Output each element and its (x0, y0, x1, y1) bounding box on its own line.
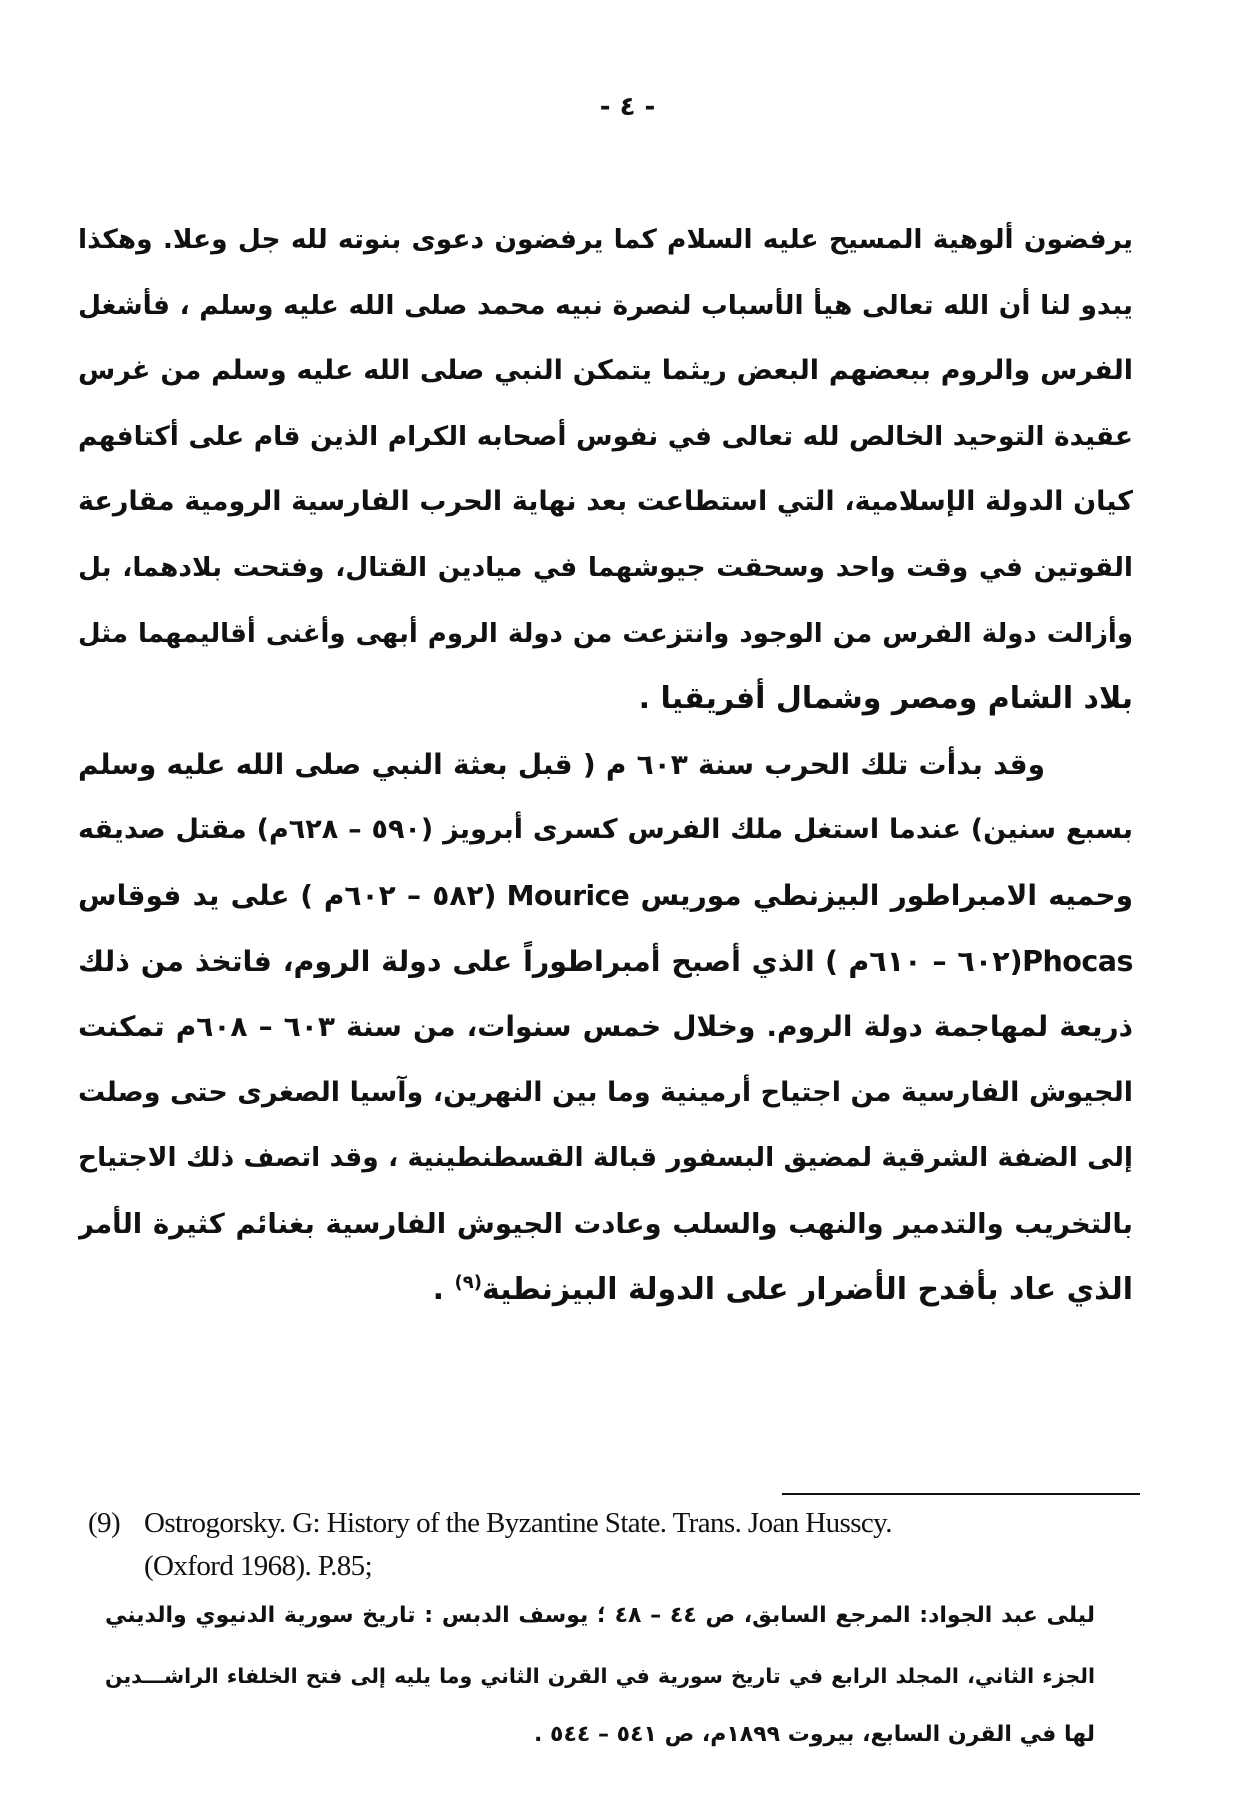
footnote-separator (782, 1493, 1140, 1495)
body-line: يرفضون ألوهية المسيح عليه السلام كما يرفضون دعوى بنوته لله جل وعلا. وهكذا (78, 224, 1133, 255)
footnote-english-line-2: (Oxford 1968). P.85; (144, 1550, 373, 1582)
body-line: كيان الدولة الإسلامية، التي استطاعت بعد نهاية الحرب الفارسية الرومية مقارعة (78, 486, 1133, 518)
body-text (78, 212, 1133, 1327)
body-line: الجيوش الفارسية من اجتياح أرمينية وما بين النهرين، وآسيا الصغرى حتى وصلت (78, 1076, 1133, 1108)
body-line-final (78, 1262, 1133, 1328)
body-line: Phocas(٦٠٢ – ٦١٠م ) الذي أصبح أمبراطوراً على دولة الروم، فاتخذ من ذلك (78, 944, 1133, 978)
body-line: الفرس والروم ببعضهم البعض ريثما يتمكن النبي صلى الله عليه وسلم من غرس (78, 355, 1133, 387)
footnote-citation: Ostrogorsky. G: History of the Byzantine State. Trans. Joan Husscy. (144, 1507, 892, 1539)
footnote-marker[interactable]: (٩) (454, 1271, 482, 1293)
body-line: يبدو لنا أن الله تعالى هيأ الأسباب لنصرة نبيه محمد صلى الله عليه وسلم ، فأشغل (78, 289, 1133, 321)
body-line: عقيدة التوحيد الخالص لله تعالى في نفوس أصحابه الكرام الذين قام على أكتافهم (78, 420, 1133, 452)
page-number: - ٤ - (599, 92, 656, 122)
body-line: بسبع سنين) عندما استغل ملك الفرس كسرى أبرويز (٥٩٠ – ٦٢٨م) مقتل صديقه (78, 814, 1133, 846)
body-line: القوتين في وقت واحد وسحقت جيوشهما في ميادين القتال، وفتحت بلادهما، بل (78, 551, 1133, 583)
body-line: ذريعة لمهاجمة دولة الروم. وخلال خمس سنوات، من سنة ٦٠٣ – ٦٠٨م تمكنت (78, 1010, 1133, 1044)
body-line: بالتخريب والتدمير والنهب والسلب وعادت الجيوش الفارسية بغنائم كثيرة الأمر (78, 1207, 1133, 1240)
body-line-paragraph-end: بلاد الشام ومصر وشمال أفريقيا . (638, 681, 1133, 717)
body-line: إلى الضفة الشرقية لمضيق البسفور قبالة القسطنطينية ، وقد اتصف ذلك الاجتياح (78, 1142, 1133, 1174)
final-period: . (432, 1271, 455, 1307)
footnote-english (88, 1502, 1148, 1588)
body-line-paragraph-start: وقد بدأت تلك الحرب سنة ٦٠٣ م ( قبل بعثة النبي صلى الله عليه وسلم (78, 747, 1045, 781)
footnote-arabic (105, 1596, 1095, 1775)
footnote-number: (9) (88, 1507, 121, 1539)
footnote-arabic-line: لها في القرن السابع، بيروت ١٨٩٩م، ص ٥٤١ – ٥٤٤ . (534, 1722, 1095, 1747)
body-line: وأزالت دولة الفرس من الوجود وانتزعت من دولة الروم أبهى وأغنى أقاليمهما مثل (78, 618, 1133, 649)
footnote-arabic-line: الجزء الثاني، المجلد الرابع في تاريخ سورية في القرن الثاني وما يليه إلى فتح الخلفاء الراشـــدين (105, 1663, 1095, 1688)
footnote-english-line-1 (88, 1502, 1148, 1545)
final-line-text: الذي عاد بأفدح الأضرار على الدولة البيزنطية (481, 1271, 1133, 1307)
body-line: وحميه الامبراطور البيزنطي موريس Mourice (٥٨٢ – ٦٠٢م ) على يد فوقاس (78, 878, 1133, 912)
footnote-arabic-line: ليلى عبد الجواد: المرجع السابق، ص ٤٤ – ٤٨ ؛ يوسف الدبس : تاريخ سورية الدنيوي والديني (105, 1603, 1095, 1628)
